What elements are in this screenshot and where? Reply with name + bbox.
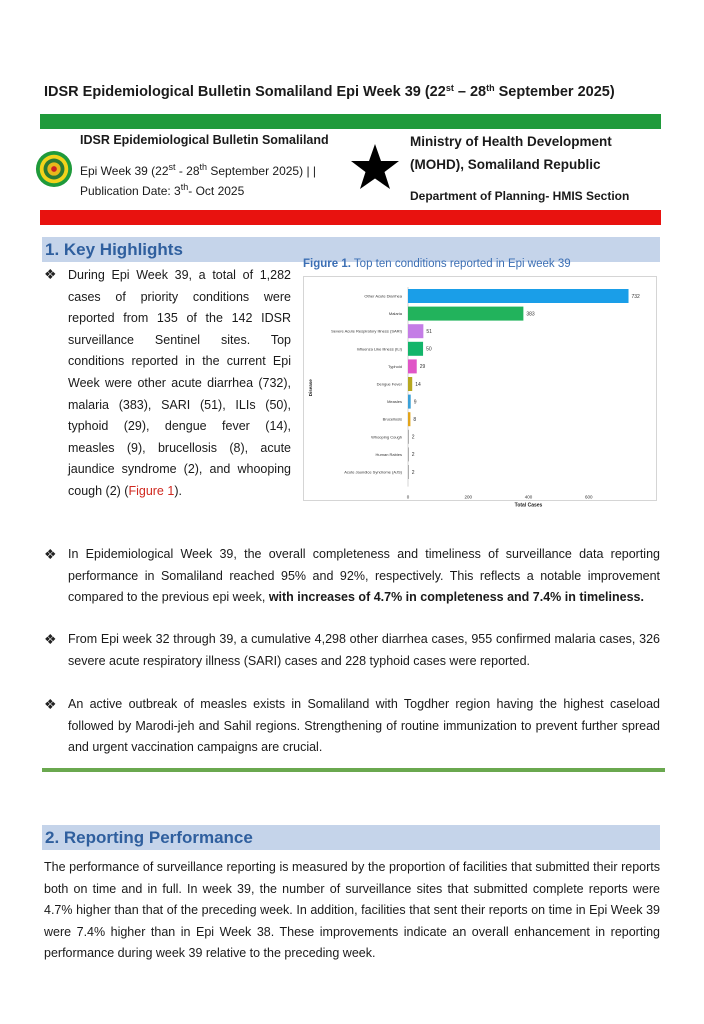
category-label: Typhoid (387, 363, 402, 369)
ministry-name-line2: (MOHD), Somaliland Republic (410, 157, 601, 172)
document-title: IDSR Epidemiological Bulletin Somaliland Epi Week 39 (22st – 28th September 2025) (44, 83, 615, 100)
chart-bar (408, 465, 409, 479)
category-label: Human Rabies (375, 451, 402, 457)
chart-bar (408, 359, 417, 373)
chart-bar (408, 289, 629, 303)
category-label: Acute Jaundice Syndrome (AJS) (344, 469, 402, 475)
measles-outbreak-paragraph: An active outbreak of measles exists in Somaliland with Togdher region having the highest caseload followed by Marodi-jeh and Sahil regions. Strengthening of routine immunization to prevent further spread and urgent vaccination campaigns are crucial. (68, 697, 660, 755)
category-label: Dengue Fever (376, 381, 402, 387)
bar-value-label: 14 (415, 381, 421, 388)
red-divider-bar (40, 210, 661, 225)
green-divider-bar (40, 114, 661, 129)
chart-bar (408, 324, 423, 338)
ministry-name-line1: Ministry of Health Development (410, 134, 612, 149)
section-heading-reporting-performance: 2. Reporting Performance (42, 825, 660, 850)
chart-bar (408, 342, 423, 356)
bar-value-label: 29 (419, 364, 426, 371)
category-label: Malaria (388, 311, 402, 317)
y-axis-label: Disease (308, 379, 313, 397)
x-tick-label: 600 (584, 494, 593, 500)
bullet-diamond-icon: ❖ (44, 631, 57, 647)
category-label: Measles (387, 399, 402, 405)
publication-date: Publication Date: 3th- Oct 2025 (80, 182, 245, 198)
category-label: Other Acute Diarrhea (364, 293, 402, 299)
department-name: Department of Planning- HMIS Section (410, 189, 630, 203)
bar-value-label: 50 (426, 346, 432, 353)
reporting-performance-paragraph: The performance of surveillance reporting is measured by the proportion of facilities that submitted their reports both on time and in full. In week 39, the number of surveillance sites that submitted complete reports were 4.7% higher than that of the preceding week. In addition, facilities that sent their reports on time in Epi Week 39 were 7.4% higher than in Epi Week 38. These improvements indicate an overall enhancement in reporting performance during week 39 relative to the preceding week. (44, 860, 660, 961)
top-conditions-bar-chart (304, 277, 656, 509)
bar-value-label: 2 (411, 434, 415, 441)
chart-bar (408, 430, 409, 444)
x-axis-label: Total Cases (514, 502, 543, 509)
chart-container (303, 276, 657, 509)
section-heading-key-highlights: 1. Key Highlights (42, 237, 660, 262)
bullet-diamond-icon: ❖ (44, 696, 57, 712)
bullet-diamond-icon: ❖ (44, 546, 57, 562)
cumulative-cases-paragraph: From Epi week 32 through 39, a cumulative 4,298 other diarrhea cases, 955 confirmed malaria cases, 326 severe acute respiratory illness (SARI) cases and 228 typhoid cases were reported. (68, 632, 660, 668)
bar-value-label: 383 (526, 311, 535, 318)
key-highlight-paragraph: During Epi Week 39, a total of 1,282 cases of priority conditions were reported from 135 of the 142 IDSR surveillance Sentinel sites. Top conditions reported in the current Epi Week were other acute diarrhea (732), malaria (383), SARI (51), ILIs (50), typhoid (29), dengue fever (14), measles (9), brucellosis (8), acute jaundice syndrome (2), and whooping cough (2) (Figure 1). (68, 268, 291, 498)
x-tick-label: 400 (524, 494, 533, 500)
bar-value-label: 2 (411, 469, 415, 476)
x-tick-label: 200 (464, 494, 473, 500)
chart-bar (408, 395, 411, 409)
epi-week-range: Epi Week 39 (22st - 28th September 2025) | | (80, 162, 317, 178)
chart-bar (408, 377, 412, 391)
bar-value-label: 2 (411, 452, 415, 459)
bar-value-label: 732 (631, 293, 640, 300)
somaliland-seal-icon (35, 150, 73, 188)
chart-bar (408, 307, 523, 321)
bar-value-label: 8 (413, 417, 417, 423)
bulletin-heading: IDSR Epidemiological Bulletin Somaliland (80, 133, 329, 147)
figure-1-link[interactable]: Figure 1 (128, 483, 175, 498)
category-label: Brucellosis (382, 416, 402, 422)
category-label: Influenza Like Illness (ILI) (356, 346, 402, 352)
bullet-diamond-icon: ❖ (44, 266, 57, 282)
category-label: Whooping Cough (371, 434, 402, 440)
figure-caption: Figure 1. Top ten conditions reported in Epi week 39 (303, 258, 571, 270)
x-tick-label: 0 (406, 494, 410, 500)
chart-bar (408, 412, 410, 426)
category-label: Severe Acute Respiratory Illness (SARI) (331, 328, 402, 334)
green-section-rule (42, 768, 665, 772)
completeness-paragraph: In Epidemiological Week 39, the overall completeness and timeliness of surveillance data reporting performance in Somaliland reached 95% and 92%, respectively. This reflects a notable improvement compared to the previous epi week, with increases of 4.7% in completeness and 7.4% in timeliness. (68, 547, 660, 605)
bar-value-label: 51 (426, 329, 432, 335)
chart-bar (408, 447, 409, 461)
bar-value-label: 9 (413, 399, 417, 406)
star-icon (350, 143, 400, 191)
